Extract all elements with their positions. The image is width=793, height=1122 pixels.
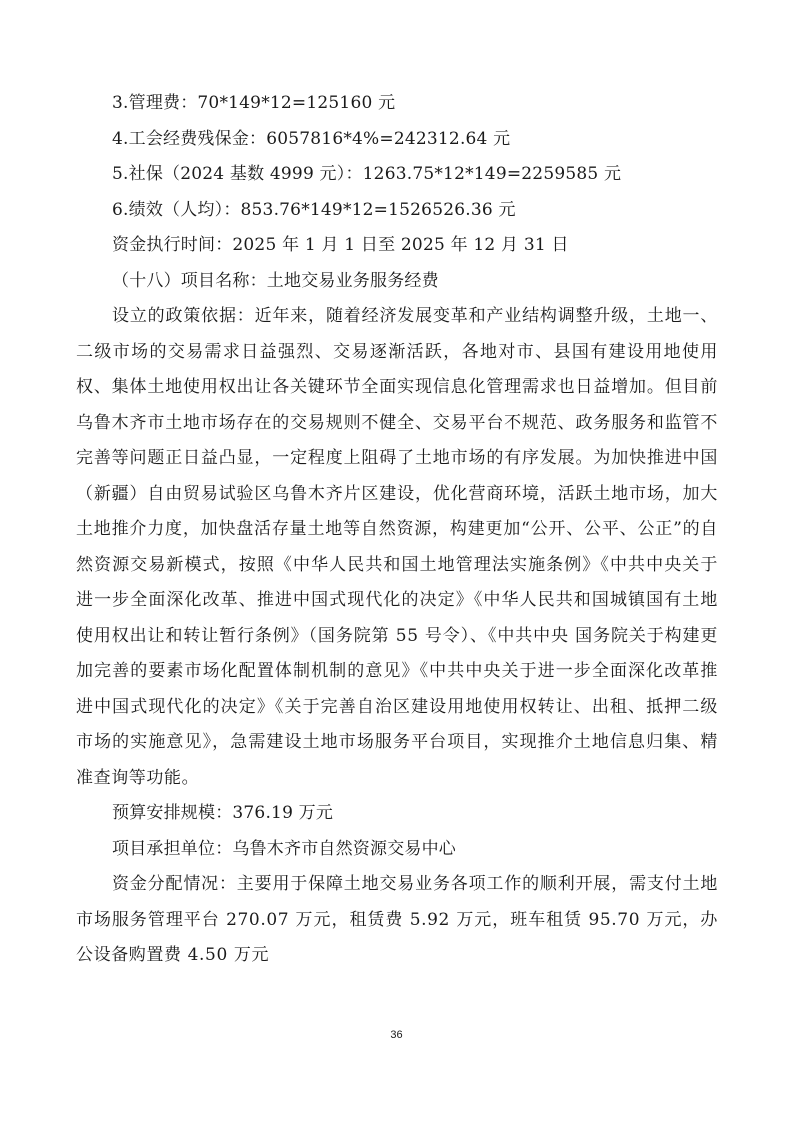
management-fee-line: 3.管理费：70*149*12=125160 元 <box>112 93 396 113</box>
page-number: 36 <box>390 1029 403 1041</box>
budget-scale-line: 预算安排规模：376.19 万元 <box>112 803 334 823</box>
project-name-heading: （十八）项目名称：土地交易业务服务经费 <box>112 270 439 291</box>
performance-line: 6.绩效（人均）：853.76*149*12=1526526.36 元 <box>112 199 516 220</box>
policy-basis-paragraph: 设立的政策依据：近年来，随着经济发展变革和产业结构调整升级，土地一、二级市场的交易需求日益强烈、交易逐渐活跃，各地对市、县国有建设用地使用权、集体土地使用权出让各关键环节全面实现信息化管理需求也日益增加。但目前乌鲁木齐市土地市场存在的交易规则不健全、交易平台不规范、政务服务和监管不完善等问题正日益凸显，一定程度上阻碍了土地市场的有序发展。为加快推进中国（新疆）自由贸易试验区乌鲁木齐片区建设，优化营商环境，活跃土地市场，加大土地推介力度，加快盘活存量土地等自然资源，构建更加“公开、公平、公正”的自然资源交易新模式，按照《中华人民共和国土地管理法实施条例》《中共中央关于进一步全面深化改革、推进中国式现代化的决定》《中华人民共和国城镇国有土地使用权出让和转让暂行条例》（国务院第 55 号令）、《中共中央 国务院关于构建更加完善的要素市场化配置体制机制的意见》《中共中央关于进一步全面深化改革推进中国式现代化的决定》《关于完善自治区建设用地使用权转让、出租、抵押二级市场的实施意见》，急需建设土地市场服务平台项目，实现推介土地信息归集、精准查询等功能。 <box>76 306 718 788</box>
union-fee-line: 4.工会经费残保金：6057816*4%=242312.64 元 <box>112 128 511 149</box>
execution-time-line: 资金执行时间：2025 年 1 月 1 日至 2025 年 12 月 31 日 <box>112 235 569 255</box>
undertaking-unit-line: 项目承担单位：乌鲁木齐市自然资源交易中心 <box>112 838 456 859</box>
document-page <box>76 86 718 974</box>
fund-allocation-paragraph: 资金分配情况：主要用于保障土地交易业务各项工作的顺利开展，需支付土地市场服务管理平台 270.07 万元，租赁费 5.92 万元，班车租赁 95.70 万元，办公设备购置费 4.50 万元 <box>76 874 718 965</box>
social-insurance-line: 5.社保（2024 基数 4999 元）：1263.75*12*149=2259585 元 <box>112 164 622 184</box>
